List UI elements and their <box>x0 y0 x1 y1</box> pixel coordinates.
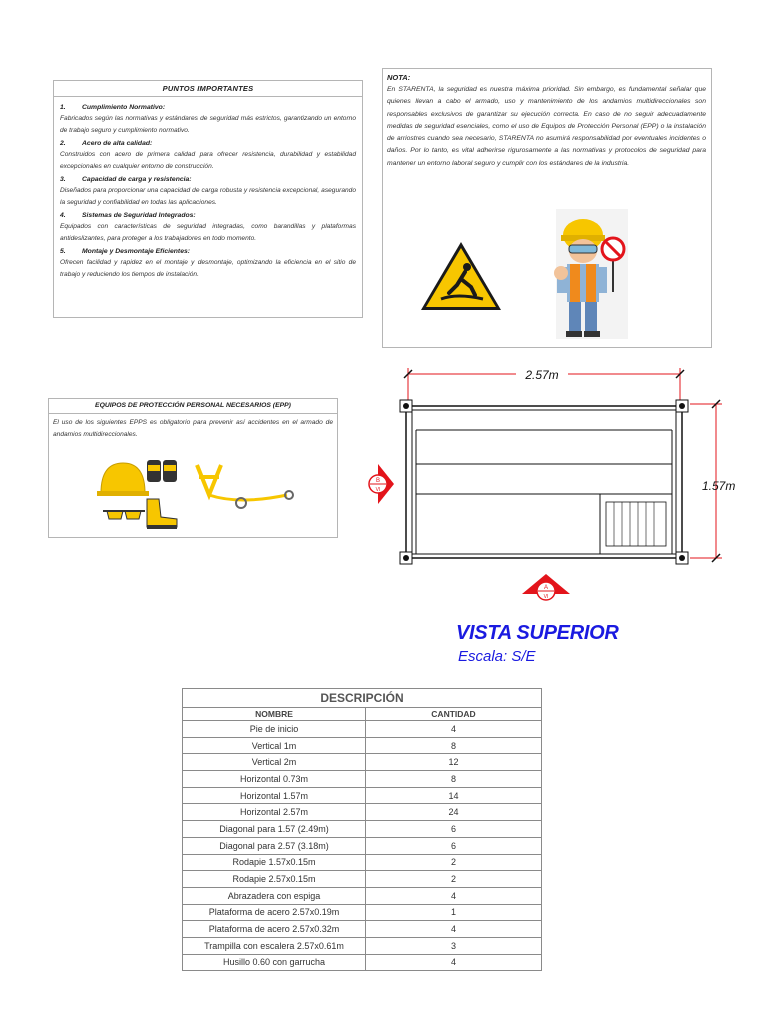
safety-boot-icon <box>147 499 177 529</box>
row-name: Vertical 2m <box>183 754 366 771</box>
table-row <box>183 954 542 971</box>
row-name: Diagonal para 2.57 (3.18m) <box>183 837 366 854</box>
vista-superior-title: VISTA SUPERIOR <box>456 622 619 644</box>
punto-text: Diseñados para proporcionar una capacidad de carga robusta y resistencia excepcional, asegurando la seguridad y confiabilidad en todas las aplicaciones. <box>60 187 356 206</box>
punto-item <box>60 175 356 208</box>
row-qty: 4 <box>366 921 542 938</box>
row-qty: 12 <box>366 754 542 771</box>
row-qty: 3 <box>366 937 542 954</box>
punto-title: Sistemas de Seguridad Integrados: <box>82 212 196 219</box>
epp-panel <box>48 398 338 538</box>
row-qty: 24 <box>366 804 542 821</box>
descripcion-title: DESCRIPCIÓN <box>183 689 542 708</box>
height-dimension-label: 1.57m <box>702 479 736 493</box>
table-row <box>183 737 542 754</box>
row-qty: 4 <box>366 954 542 971</box>
nota-text: En STARENTA, la seguridad es nuestra máxima prioridad. Sin embargo, es fundamental señalar que quienes llevan a cabo el armado, uso y mantenimiento de los andamios multidireccionales son responsables exclusivos de garantizar su ejecución correcta. En caso de no seguir adecuadamente medidas de seguridad esenciales, como el uso de Equipos de Protección Personal (EPP) o la instalación de arriostres cuando sea necesario, STARENTA no asumirá responsabilidad por eventuales incidentes o daños. Por lo tanto, es vital adherirse rigurosamente a las normativas y protocolos de seguridad para mantener un entorno laboral seguro y cumplir con los estándares de la industria. <box>387 86 706 167</box>
table-row <box>183 771 542 788</box>
vista-superior-scale: Escala: S/E <box>458 648 536 665</box>
row-name: Plataforma de acero 2.57x0.19m <box>183 904 366 921</box>
width-dimension <box>404 366 684 400</box>
punto-number: 5. <box>60 248 66 255</box>
scaffold-frame <box>400 400 688 564</box>
table-row <box>183 904 542 921</box>
section-marker-a <box>522 574 570 600</box>
vista-superior-drawing <box>360 360 750 610</box>
punto-number: 2. <box>60 140 66 147</box>
column-header-nombre: NOMBRE <box>183 708 366 721</box>
section-marker-a-letter: A <box>543 585 549 591</box>
section-marker-b-letter: B <box>375 478 381 484</box>
row-name: Pie de inicio <box>183 721 366 738</box>
height-dimension <box>690 400 735 562</box>
gloves-icon <box>147 460 177 482</box>
safety-glasses-icon <box>103 511 145 519</box>
table-row <box>183 921 542 938</box>
punto-text: Fabricados según las normativas y estándares de seguridad más estrictos, garantizando un entorno de trabajo seguro y cumplimiento normativo. <box>60 115 356 134</box>
slippery-floor-warning-icon <box>421 242 501 310</box>
table-row <box>183 871 542 888</box>
punto-text: Construidos con acero de primera calidad para ofrecer resistencia, durabilidad y estabilidad excepcionales en cualquier entorno de construcción. <box>60 151 356 170</box>
punto-item <box>60 139 356 172</box>
puntos-list <box>54 97 362 280</box>
punto-title: Acero de alta calidad: <box>82 140 153 147</box>
row-name: Rodapie 2.57x0.15m <box>183 871 366 888</box>
punto-number: 1. <box>60 104 66 111</box>
row-name: Horizontal 1.57m <box>183 787 366 804</box>
row-qty: 2 <box>366 871 542 888</box>
table-row <box>183 754 542 771</box>
puntos-importantes-panel <box>53 80 363 318</box>
nota-illustrations <box>383 207 713 347</box>
punto-title: Montaje y Desmontaje Eficientes: <box>82 248 191 255</box>
nota-label: NOTA: <box>387 73 411 82</box>
row-qty: 2 <box>366 854 542 871</box>
row-name: Abrazadera con espiga <box>183 887 366 904</box>
section-marker-b-sheet: VI <box>375 487 381 493</box>
row-qty: 6 <box>366 837 542 854</box>
safety-worker-icon <box>554 209 628 339</box>
punto-title: Cumplimiento Normativo: <box>82 104 166 111</box>
epp-illustrations <box>49 455 339 535</box>
row-name: Rodapie 1.57x0.15m <box>183 854 366 871</box>
puntos-importantes-title: PUNTOS IMPORTANTES <box>54 81 362 97</box>
row-name: Husillo 0.60 con garrucha <box>183 954 366 971</box>
punto-text: Ofrecen facilidad y rapidez en el montaje y desmontaje, optimizando la eficiencia en el sitio de trabajo y reduciendo los tiempos de instalación. <box>60 259 356 278</box>
row-qty: 4 <box>366 887 542 904</box>
table-row <box>183 721 542 738</box>
table-row <box>183 787 542 804</box>
width-dimension-label: 2.57m <box>525 368 559 382</box>
hard-hat-icon <box>97 463 149 496</box>
table-row <box>183 887 542 904</box>
table-row <box>183 804 542 821</box>
row-name: Diagonal para 1.57 (2.49m) <box>183 821 366 838</box>
row-name: Horizontal 2.57m <box>183 804 366 821</box>
row-name: Horizontal 0.73m <box>183 771 366 788</box>
safety-harness-icon <box>197 465 293 508</box>
punto-item <box>60 247 356 280</box>
punto-title: Capacidad de carga y resistencia: <box>82 176 192 183</box>
row-qty: 8 <box>366 771 542 788</box>
row-name: Trampilla con escalera 2.57x0.61m <box>183 937 366 954</box>
punto-item <box>60 103 356 136</box>
punto-number: 4. <box>60 212 66 219</box>
table-row <box>183 937 542 954</box>
descripcion-table <box>182 688 542 971</box>
row-name: Plataforma de acero 2.57x0.32m <box>183 921 366 938</box>
row-qty: 8 <box>366 737 542 754</box>
nota-panel <box>382 68 712 348</box>
table-row <box>183 854 542 871</box>
punto-number: 3. <box>60 176 66 183</box>
table-row <box>183 821 542 838</box>
section-marker-a-sheet: VI <box>543 594 549 600</box>
row-qty: 4 <box>366 721 542 738</box>
table-row <box>183 837 542 854</box>
epp-text: El uso de los siguientes EPPS es obligatorio para prevenir así accidentes en el armado de andamios multidireccionales. <box>53 419 333 438</box>
section-marker-b <box>369 464 394 504</box>
row-name: Vertical 1m <box>183 737 366 754</box>
epp-title: EQUIPOS DE PROTECCIÓN PERSONAL NECESARIOS (EPP) <box>49 399 337 414</box>
column-header-cantidad: CANTIDAD <box>366 708 542 721</box>
punto-item <box>60 211 356 244</box>
row-qty: 14 <box>366 787 542 804</box>
row-qty: 6 <box>366 821 542 838</box>
punto-text: Equipados con características de seguridad integradas, como barandillas y plataformas antideslizantes, para proteger a los trabajadores en todo momento. <box>60 223 356 242</box>
row-qty: 1 <box>366 904 542 921</box>
